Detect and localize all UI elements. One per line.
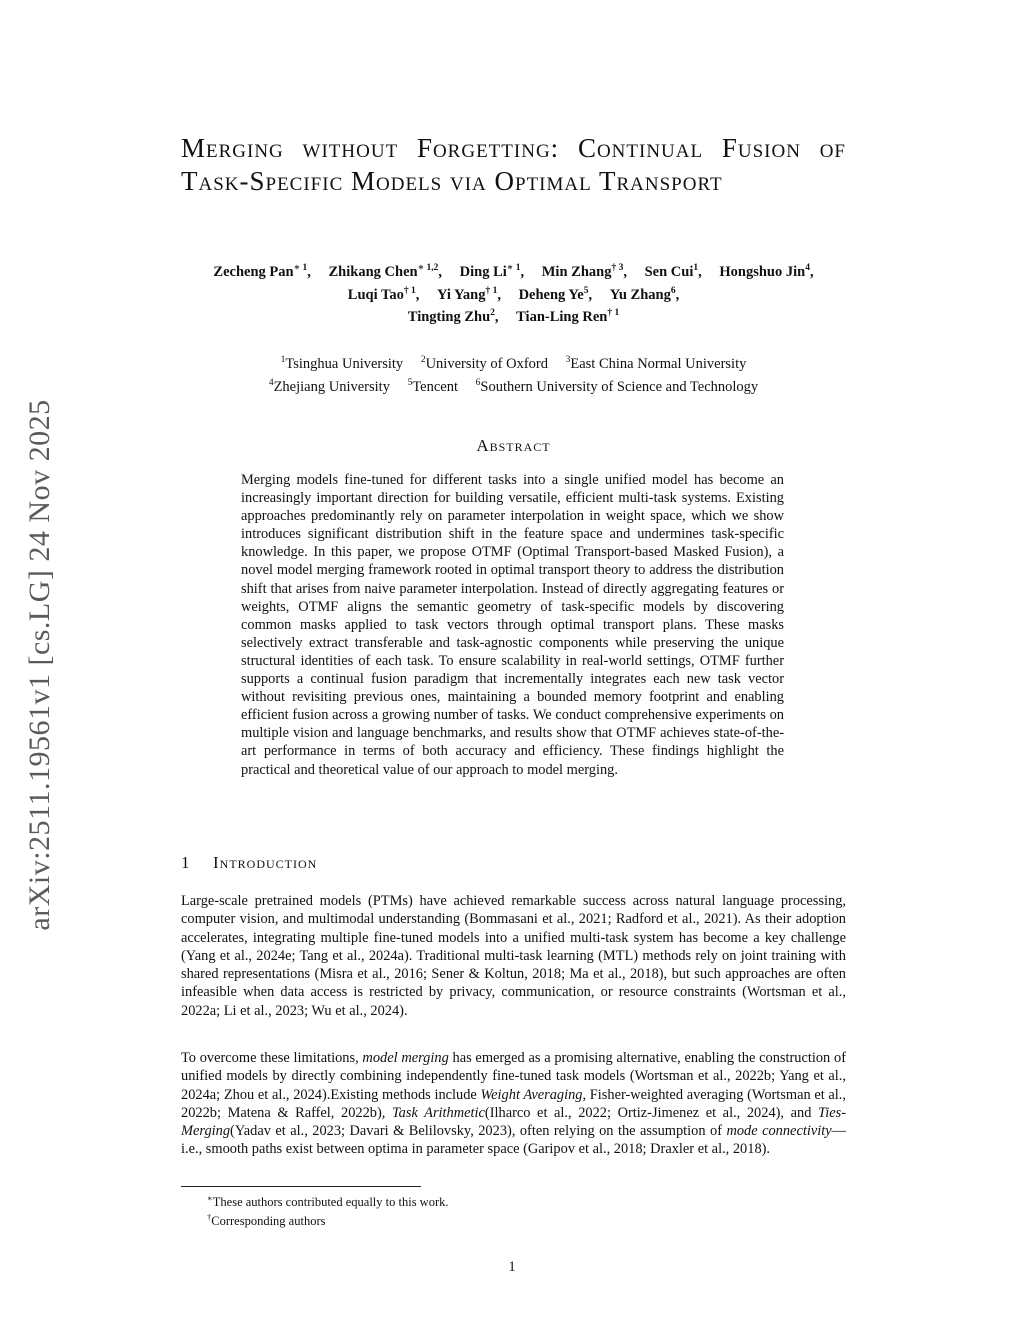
affiliation-list	[181, 351, 846, 397]
author-list	[181, 259, 846, 327]
emphasis-text: mode connectivity	[726, 1123, 832, 1140]
abstract-text: Merging models fine-tuned for different tasks into a single unified model has become an increasingly important direction for building versatile, efficient multi-task systems. Existing approaches predominantly rely on parameter interpolation in weight space, which we show introduces significant distribution shift in the feature space and undermines task-specific knowledge. In this paper, we propose OTMF (Optimal Transport-based Masked Fusion), a novel model merging framework rooted in optimal transport theory to address the distribution shift that arises from naive parameter interpolation. Instead of directly aggregating features or weights, OTMF aligns the semantic geometry of task-specific models by discovering common masks applied to task vectors through optimal transport plans. These masks selectively extract transferable and task-agnostic components while preserving the unique structural identities of each task. To ensure scalability in real-world settings, OTMF further supports a continual fusion paradigm that incrementally integrates each new task vector without revisiting previous ones, maintaining a bounded memory footprint and enabling efficient fusion across a growing number of tasks. We conduct comprehensive experiments on multiple vision and language benchmarks, and results show that OTMF achieves state-of-the-art performance in terms of both accuracy and efficiency. These findings highlight the practical and theoretical value of our approach to model merging.	[241, 472, 784, 778]
author-name: Zhikang Chen$^{∗ 1,2}$,	[328, 263, 443, 280]
arxiv-identifier-stamp	[10, 370, 70, 960]
emphasis-text: Ties-Merging	[181, 1104, 847, 1140]
affiliation: $^5$Tencent	[407, 377, 459, 395]
affiliation: $^3$East China Normal University	[565, 355, 747, 372]
intro-paragraph-2: To overcome these limitations, model merging has emerged as a promising alternative, enabling the construction of unified models by directly combining independently fine-tuned task models (Wortsman et al., 2022b; Yang et al., 2024a; Zhou et al., 2024).Existing methods include Weight Averaging, Fisher-weighted averaging (Wortsman et al., 2022b; Matena & Raffel, 2022b), Task Arithmetic(Ilharco et al., 2022; Ortiz-Jimenez et al., 2024), and Ties-Merging(Yadav et al., 2023; Davari & Belilovsky, 2023), often relying on the assumption of mode connectivity—i.e., smooth paths exist between optima in parameter space (Garipov et al., 2018; Draxler et al., 2018).	[181, 1050, 847, 1158]
footnote-corresponding: †Corresponding authors	[207, 1212, 326, 1229]
affiliation: $^6$Southern University of Science and Technology	[475, 377, 759, 395]
author-name: Hongshuo Jin$^4$,	[719, 263, 814, 280]
affiliation: $^2$University of Oxford	[420, 355, 548, 372]
author-name: Zecheng Pan$^{∗ 1}$,	[213, 263, 311, 280]
emphasis-text: Task Arithmetic	[391, 1104, 485, 1121]
author-name: Deheng Ye$^5$,	[518, 285, 593, 303]
intro-paragraph-1: Large-scale pretrained models (PTMs) have achieved remarkable success across natural language processing, computer vision, and multimodal understanding (Bommasani et al., 2021; Radford et al., 2021). As their adoption accelerates, integrating multiple fine-tuned models into a unified multi-task system has become a key challenge (Yang et al., 2024e; Tang et al., 2024a). Traditional multi-task learning (MTL) methods rely on joint training with shared representations (Misra et al., 2016; Sener & Koltun, 2018; Ma et al., 2018), but such approaches are often infeasible when data access is restricted by privacy, communication, or resource constraints (Wortsman et al., 2022a; Li et al., 2023; Wu et al., 2024).	[181, 893, 846, 1019]
affiliation: $^4$Zhejiang University	[268, 377, 390, 395]
emphasis-text: Weight Averaging	[480, 1086, 583, 1103]
author-name: Tingting Zhu$^2$,	[407, 308, 499, 326]
author-name: Luqi Tao$^{\dagger 1}$,	[347, 285, 420, 303]
author-name: Sen Cui$^1$,	[644, 263, 702, 280]
footnote-divider	[181, 1186, 421, 1187]
arxiv-id-text: arXiv:2511.19561v1 [cs.LG] 24 Nov 2025	[23, 399, 56, 931]
emphasis-text: model merging	[362, 1050, 449, 1066]
section-heading	[181, 853, 846, 873]
page-number: 1	[508, 1259, 516, 1275]
abstract-heading: Abstract	[476, 436, 551, 455]
author-name: Yu Zhang$^6$,	[609, 285, 680, 303]
author-name: Tian-Ling Ren$^{\dagger 1}$	[516, 308, 620, 326]
author-name: Ding $Li^{∗ 1}$,	[459, 263, 525, 280]
affiliation: $^1$Tsinghua University	[280, 355, 404, 372]
paper-title: Merging without Forgetting: Continual Fusion of Task-Specific Models via Optimal Transport	[181, 133, 846, 196]
footnote-equal-contribution: ∗These authors contributed equally to this work.	[207, 1193, 449, 1210]
author-name: Min Zhang$^{\dagger 3}$,	[541, 263, 627, 280]
author-name: Yi Yang$^{\dagger 1}$,	[436, 285, 501, 303]
section-number: 1	[181, 853, 191, 872]
section-title: Introduction	[213, 853, 318, 872]
